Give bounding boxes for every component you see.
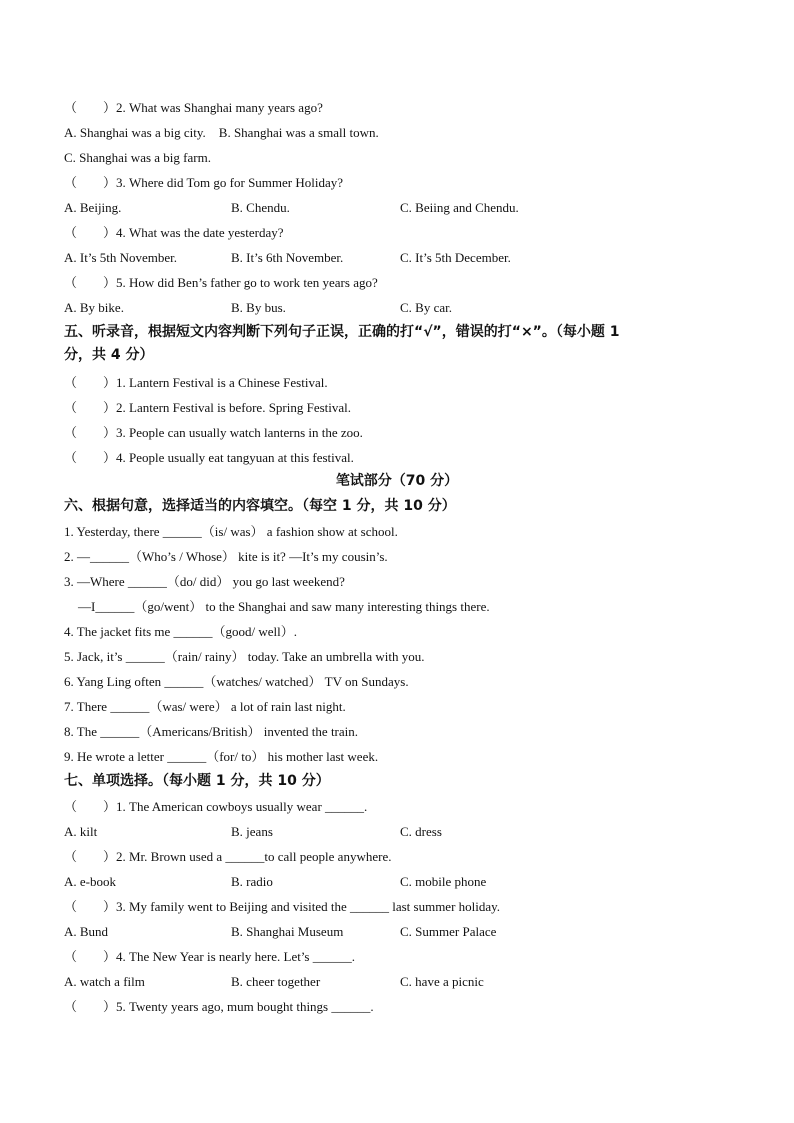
question-line: （ ）4. What was the date yesterday? [64,225,284,240]
question-line: 7. There ______（was/ were） a lot of rain last night. [64,699,346,714]
option-row [64,924,744,940]
answer-option: A. Beijing. [64,200,122,215]
question-line: 6. Yang Ling often ______（watches/ watched） TV on Sundays. [64,674,409,689]
option-row [64,300,744,316]
answer-option: A. Bund [64,924,109,939]
answer-option: B. Chendu. [231,200,290,215]
question-line: 2. —______（Who’s / Whose） kite is it? —It’s my cousin’s. [64,549,388,564]
question-line: 5. Jack, it’s ______（rain/ rainy） today. Take an umbrella with you. [64,649,425,664]
answer-option: A. It’s 5th November. [64,250,178,265]
answer-option: C. Beiing and Chendu. [400,200,519,215]
question-line: （ ）4. The New Year is nearly here. Let’s ______. [64,949,355,964]
answer-option: A. By bike. [64,300,124,315]
answer-option: B. radio [231,874,273,889]
question-line: 3. —Where ______（do/ did） you go last weekend? [64,574,345,589]
section-heading: 分，共 4 分） [64,347,154,363]
option-row [64,250,744,266]
question-line: （ ）2. What was Shanghai many years ago? [64,100,323,115]
question-line: （ ）3. My family went to Beijing and visited the ______ last summer holiday. [64,899,501,914]
answer-option: B. Shanghai Museum [231,924,344,939]
question-line: 4. The jacket fits me ______（good/ well）. [64,624,297,639]
option-row [64,824,744,840]
answer-option: B. cheer together [231,974,321,989]
section-heading: 六、根据句意，选择适当的内容填空。（每空 1 分，共 10 分） [64,498,456,514]
question-line: （ ）5. How did Ben’s father go to work ten years ago? [64,275,378,290]
part-heading: 笔试部分（70 分） [335,473,459,489]
question-line: 9. He wrote a letter ______（for/ to） his mother last week. [64,749,379,764]
answer-option: C. By car. [400,300,452,315]
answer-option: A. kilt [64,824,98,839]
question-line: 8. The ______（Americans/British） invented the train. [64,724,359,739]
question-line: C. Shanghai was a big farm. [64,150,211,165]
option-row [64,874,744,890]
answer-option: C. It’s 5th December. [400,250,511,265]
section-heading: 五、听录音，根据短文内容判断下列句子正误，正确的打“√”，错误的打“×”。（每小题 1 [64,324,620,340]
answer-option: A. watch a film [64,974,145,989]
question-line: （ ）4. People usually eat tangyuan at this festival. [64,450,354,465]
answer-option: B. It’s 6th November. [231,250,344,265]
question-line: （ ）1. Lantern Festival is a Chinese Festival. [64,375,328,390]
answer-option: B. By bus. [231,300,286,315]
question-line: （ ）2. Mr. Brown used a ______to call people anywhere. [64,849,392,864]
question-line: （ ）3. People can usually watch lanterns in the zoo. [64,425,363,440]
answer-option: B. jeans [231,824,273,839]
question-line: —I______（go/went） to the Shanghai and saw many interesting things there. [78,599,490,614]
question-line: （ ）1. The American cowboys usually wear ______. [64,799,368,814]
option-row [64,974,744,990]
answer-option: C. have a picnic [400,974,484,989]
question-line: A. Shanghai was a big city. B. Shanghai was a small town. [64,125,379,140]
answer-option: C. dress [400,824,442,839]
option-row [64,200,744,216]
answer-option: C. mobile phone [400,874,487,889]
question-line: 1. Yesterday, there ______（is/ was） a fashion show at school. [64,524,398,539]
question-line: （ ）3. Where did Tom go for Summer Holiday? [64,175,344,190]
answer-option: C. Summer Palace [400,924,497,939]
answer-option: A. e-book [64,874,116,889]
question-line: （ ）5. Twenty years ago, mum bought things ______. [64,999,374,1014]
section-heading: 七、单项选择。（每小题 1 分，共 10 分） [64,773,330,789]
question-line: （ ）2. Lantern Festival is before. Spring Festival. [64,400,352,415]
